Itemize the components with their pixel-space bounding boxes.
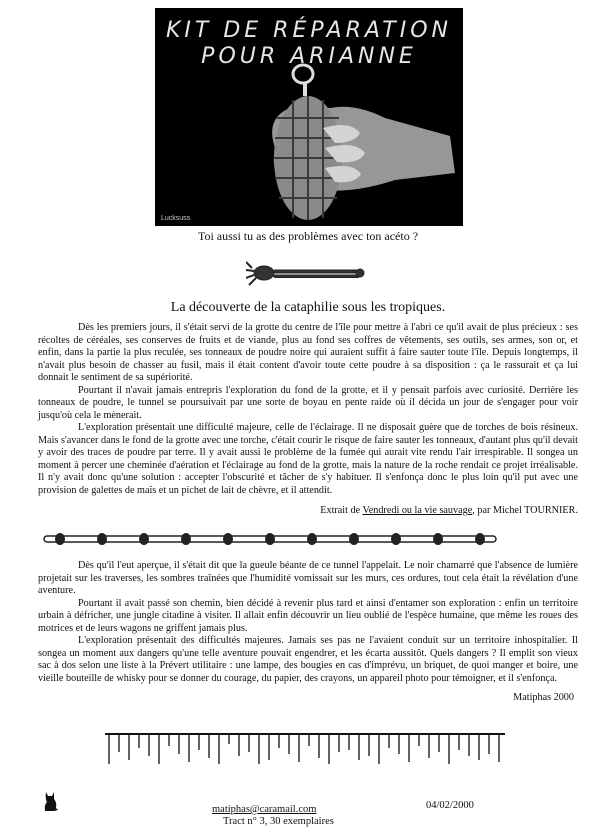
excerpt-text: [38, 322, 578, 497]
spine-bone-divider-icon: [40, 528, 500, 550]
story-paragraph: Dès qu'il l'eut aperçue, il s'était dit que la gueule béante de ce tunnel l'appelait. Le noir chamarré que l'absence de lumière projetait sur les traverses, les sombres traînées que l'humidité vomissait sur les murs, ces ordures, tout cela était la révélation d'une aventure.: [38, 560, 578, 596]
banner-caption: Toi aussi tu as des problèmes avec ton acéto ?: [197, 229, 419, 243]
tract-info: Tract n° 3, 30 exemplaires: [223, 816, 334, 827]
banner-title-line1: KIT DE RÉPARATION: [165, 18, 453, 43]
contact-email-link[interactable]: matiphas@caramail.com: [212, 804, 317, 815]
cat-logo-icon: [42, 790, 60, 812]
story-text: [38, 560, 578, 685]
story-paragraph: L'exploration présentait des difficultés majeures. Jamais ses pas ne l'avaient conduit sur un territoire inhospitalier. Il songea un moment aux dangers qu'une telle aventure pouvait engendrer, et les écarta aussitôt. Quels dangers ? Il emplit son vieux sac à dos selon une liste à la Prévert utilitaire : une lampe, des bougies en cas d'imprévu, un briquet, de quoi manger et boire, une vieille bouteille de whisky pour se donner du courage, du papier, des crayons, un appareil photo pour témoigner, et il s'enfonça.: [38, 635, 578, 684]
banner-artist-signature: Lucksuss: [161, 215, 191, 222]
excerpt-paragraph: Pourtant il n'avait jamais entrepris l'exploration du fond de la grotte, et il y pensait parfois avec curiosité. Derrière les tonneaux de poudre, le tunnel se poursuivait par une sorte de boyau en pente raide où il décida un jour de s'engager pour voir jusqu'où cela le mènerait.: [38, 384, 578, 421]
story-paragraph: Pourtant il avait passé son chemin, bien décidé à revenir plus tard et ainsi d'entamer son exploration : enfin un territoire urbain à défricher, une jungle citadine à visiter. Il allait enfin découvrir un lieu oublié de l'espèce humaine, que même les roues des motrices et de leurs wagons ne griffent jamais plus.: [38, 597, 578, 634]
excerpt-source: [320, 505, 578, 516]
excerpt-paragraph: Dès les premiers jours, il s'était servi de la grotte du centre de l'île pour mettre à l'abri ce qu'il avait de plus précieux : ses récoltes de céréales, ses conserves de fruits et de viande, plus au fond ses coffres de vêtements, ses outils, ses armes, son or, et enfin, dans la partie la plus reculée, ses tonneaux de poudre noire qui auraient suffit à faire sauter toute l'île. Depuis longtemps, il n'avait plus besoin de chasser au fusil, mais il était content d'avoir toute cette poudre à sa disposition : ça le rassurait et ça lui donnait le sentiment de sa supériorité.: [38, 322, 578, 383]
excerpt-paragraph: L'exploration présentait une difficulté majeure, celle de l'éclairage. Il ne disposait guère que de torches de bois résineux. Mais s'avancer dans le fond de la grotte avec une torche, c'était courir le risque de faire sauter les tonneaux, d'autant plus qu'il devait y avoir des traces de poudre par terre. Il y avait aussi le problème de la fumée qui aurait vite rendu l'air irrespirable. Il songea un moment à percer une cheminée d'aération et l'éclairage au fond de la grotte, mais la nature de la roche rendait ce projet irréalisable. Il n'y avait donc qu'une solution : accepter l'obscurité et tâcher de s'y habituer. Il s'enfonça donc le plus loin qu'il put avec une provision de galettes de maïs et un pichet de lait de chèvre, et il attendit.: [38, 422, 578, 496]
grenade-hand-illustration: [155, 8, 463, 226]
source-prefix: Extrait de: [320, 505, 363, 516]
publication-date: 04/02/2000: [426, 800, 474, 811]
banner-image: [155, 8, 463, 226]
banner-title-line2: POUR ARIANNE: [201, 44, 417, 69]
author-signature: Matiphas 2000: [513, 692, 574, 703]
source-suffix: , par Michel TOURNIER.: [472, 505, 578, 516]
article-heading: La découverte de la cataphilie sous les tropiques.: [170, 300, 446, 315]
metro-track-divider-icon: [105, 728, 505, 768]
source-book-title: Vendredi ou la vie sauvage: [362, 505, 473, 516]
hand-skeleton-divider-icon: [246, 258, 368, 288]
